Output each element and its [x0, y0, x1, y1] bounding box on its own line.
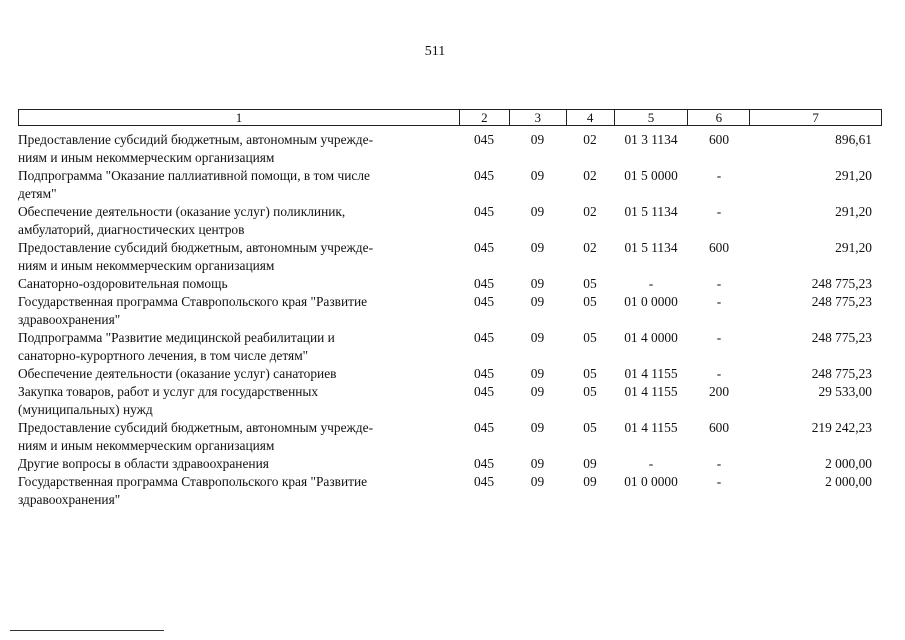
row-target-article: 01 5 0000 [624, 168, 678, 183]
row-name: Подпрограмма "Оказание паллиативной помощи, в том числе детям" [18, 168, 370, 201]
row-subsection: 05 [583, 330, 597, 345]
row-subsection: 09 [583, 456, 597, 471]
row-code: 045 [473, 474, 495, 489]
row-expense-type: 600 [708, 132, 730, 147]
row-section: 09 [530, 204, 545, 219]
table-row [18, 275, 882, 293]
table-header [18, 109, 882, 126]
header-col-1: 1 [235, 110, 243, 125]
row-section: 09 [530, 366, 545, 381]
table-row [18, 239, 882, 275]
row-code: 045 [473, 276, 495, 291]
row-target-article: 01 5 1134 [624, 240, 678, 255]
row-amount: 248 775,23 [811, 330, 872, 345]
row-expense-type: - [716, 456, 722, 471]
row-code: 045 [473, 420, 495, 435]
row-section: 09 [530, 420, 545, 435]
row-target-article: 01 3 1134 [624, 132, 678, 147]
row-target-article: 01 4 1155 [624, 420, 678, 435]
row-subsection: 05 [583, 294, 597, 309]
table-row [18, 203, 882, 239]
row-target-article: 01 4 1155 [624, 384, 678, 399]
table-row [18, 131, 882, 167]
row-section: 09 [530, 132, 545, 147]
row-code: 045 [473, 384, 495, 399]
row-name: Предоставление субсидий бюджетным, автономным учрежде- ниям и иным некоммерческим организациям [18, 240, 374, 273]
row-expense-type: - [716, 168, 722, 183]
row-amount: 291,20 [835, 240, 872, 255]
row-name: Другие вопросы в области здравоохранения [18, 456, 269, 471]
row-subsection: 05 [583, 366, 597, 381]
row-subsection: 05 [583, 384, 597, 399]
row-amount: 219 242,23 [811, 420, 872, 435]
row-target-article: 01 0 0000 [624, 474, 678, 489]
row-subsection: 09 [583, 474, 597, 489]
row-subsection: 05 [583, 276, 597, 291]
table-row [18, 329, 882, 365]
row-code: 045 [473, 294, 495, 309]
row-section: 09 [530, 168, 545, 183]
row-section: 09 [530, 384, 545, 399]
row-expense-type: - [716, 474, 722, 489]
row-expense-type: - [716, 294, 722, 309]
row-section: 09 [530, 330, 545, 345]
row-name: Государственная программа Ставропольского края "Развитие здравоохранения" [18, 294, 368, 327]
row-name: Предоставление субсидий бюджетным, автономным учрежде- ниям и иным некоммерческим организациям [18, 420, 374, 453]
row-amount: 896,61 [835, 132, 872, 147]
row-amount: 248 775,23 [811, 366, 872, 381]
row-amount: 248 775,23 [811, 276, 872, 291]
table-row [18, 365, 882, 383]
row-section: 09 [530, 240, 545, 255]
row-target-article: 01 5 1134 [624, 204, 678, 219]
row-code: 045 [473, 132, 495, 147]
row-subsection: 02 [583, 132, 597, 147]
header-col-6: 6 [687, 110, 749, 125]
row-expense-type: 200 [708, 384, 730, 399]
row-name: Предоставление субсидий бюджетным, автономным учрежде- ниям и иным некоммерческим организациям [18, 132, 374, 165]
row-subsection: 05 [583, 420, 597, 435]
row-amount: 29 533,00 [818, 384, 872, 399]
row-expense-type: - [716, 204, 722, 219]
table-row [18, 293, 882, 329]
row-expense-type: 600 [708, 240, 730, 255]
header-col-4: 4 [566, 110, 614, 125]
row-subsection: 02 [583, 240, 597, 255]
row-name: Санаторно-оздоровительная помощь [18, 276, 228, 291]
row-subsection: 02 [583, 204, 597, 219]
table-body [18, 131, 882, 509]
row-section: 09 [530, 276, 545, 291]
table-row [18, 419, 882, 455]
footer-rule [10, 630, 164, 631]
row-amount: 2 000,00 [825, 456, 872, 471]
row-code: 045 [473, 240, 495, 255]
header-col-3: 3 [509, 110, 566, 125]
row-code: 045 [473, 456, 495, 471]
row-section: 09 [530, 474, 545, 489]
row-target-article: - [648, 276, 654, 291]
row-expense-type: 600 [708, 420, 730, 435]
row-amount: 291,20 [835, 204, 872, 219]
table-row [18, 383, 882, 419]
row-expense-type: - [716, 366, 722, 381]
row-expense-type: - [716, 276, 722, 291]
row-code: 045 [473, 204, 495, 219]
row-target-article: 01 4 0000 [624, 330, 678, 345]
row-name: Государственная программа Ставропольского края "Развитие здравоохранения" [18, 474, 368, 507]
row-code: 045 [473, 366, 495, 381]
table-row [18, 167, 882, 203]
header-col-5: 5 [614, 110, 688, 125]
row-subsection: 02 [583, 168, 597, 183]
page-number: 511 [424, 44, 446, 59]
table-row [18, 455, 882, 473]
row-section: 09 [530, 294, 545, 309]
row-target-article: 01 4 1155 [624, 366, 678, 381]
row-code: 045 [473, 168, 495, 183]
header-col-2: 2 [459, 110, 509, 125]
row-name: Закупка товаров, работ и услуг для государственных (муниципальных) нужд [18, 384, 319, 417]
header-col-7: 7 [749, 110, 881, 125]
row-target-article: 01 0 0000 [624, 294, 678, 309]
row-amount: 291,20 [835, 168, 872, 183]
table-row [18, 473, 882, 509]
row-expense-type: - [716, 330, 722, 345]
row-amount: 2 000,00 [825, 474, 872, 489]
row-name: Подпрограмма "Развитие медицинской реабилитации и санаторно-курортного лечения, в том числе детям" [18, 330, 335, 363]
row-name: Обеспечение деятельности (оказание услуг) санаториев [18, 366, 337, 381]
row-target-article: - [648, 456, 654, 471]
row-amount: 248 775,23 [811, 294, 872, 309]
row-name: Обеспечение деятельности (оказание услуг) поликлиник, амбулаторий, диагностических центров [18, 204, 346, 237]
row-code: 045 [473, 330, 495, 345]
row-section: 09 [530, 456, 545, 471]
